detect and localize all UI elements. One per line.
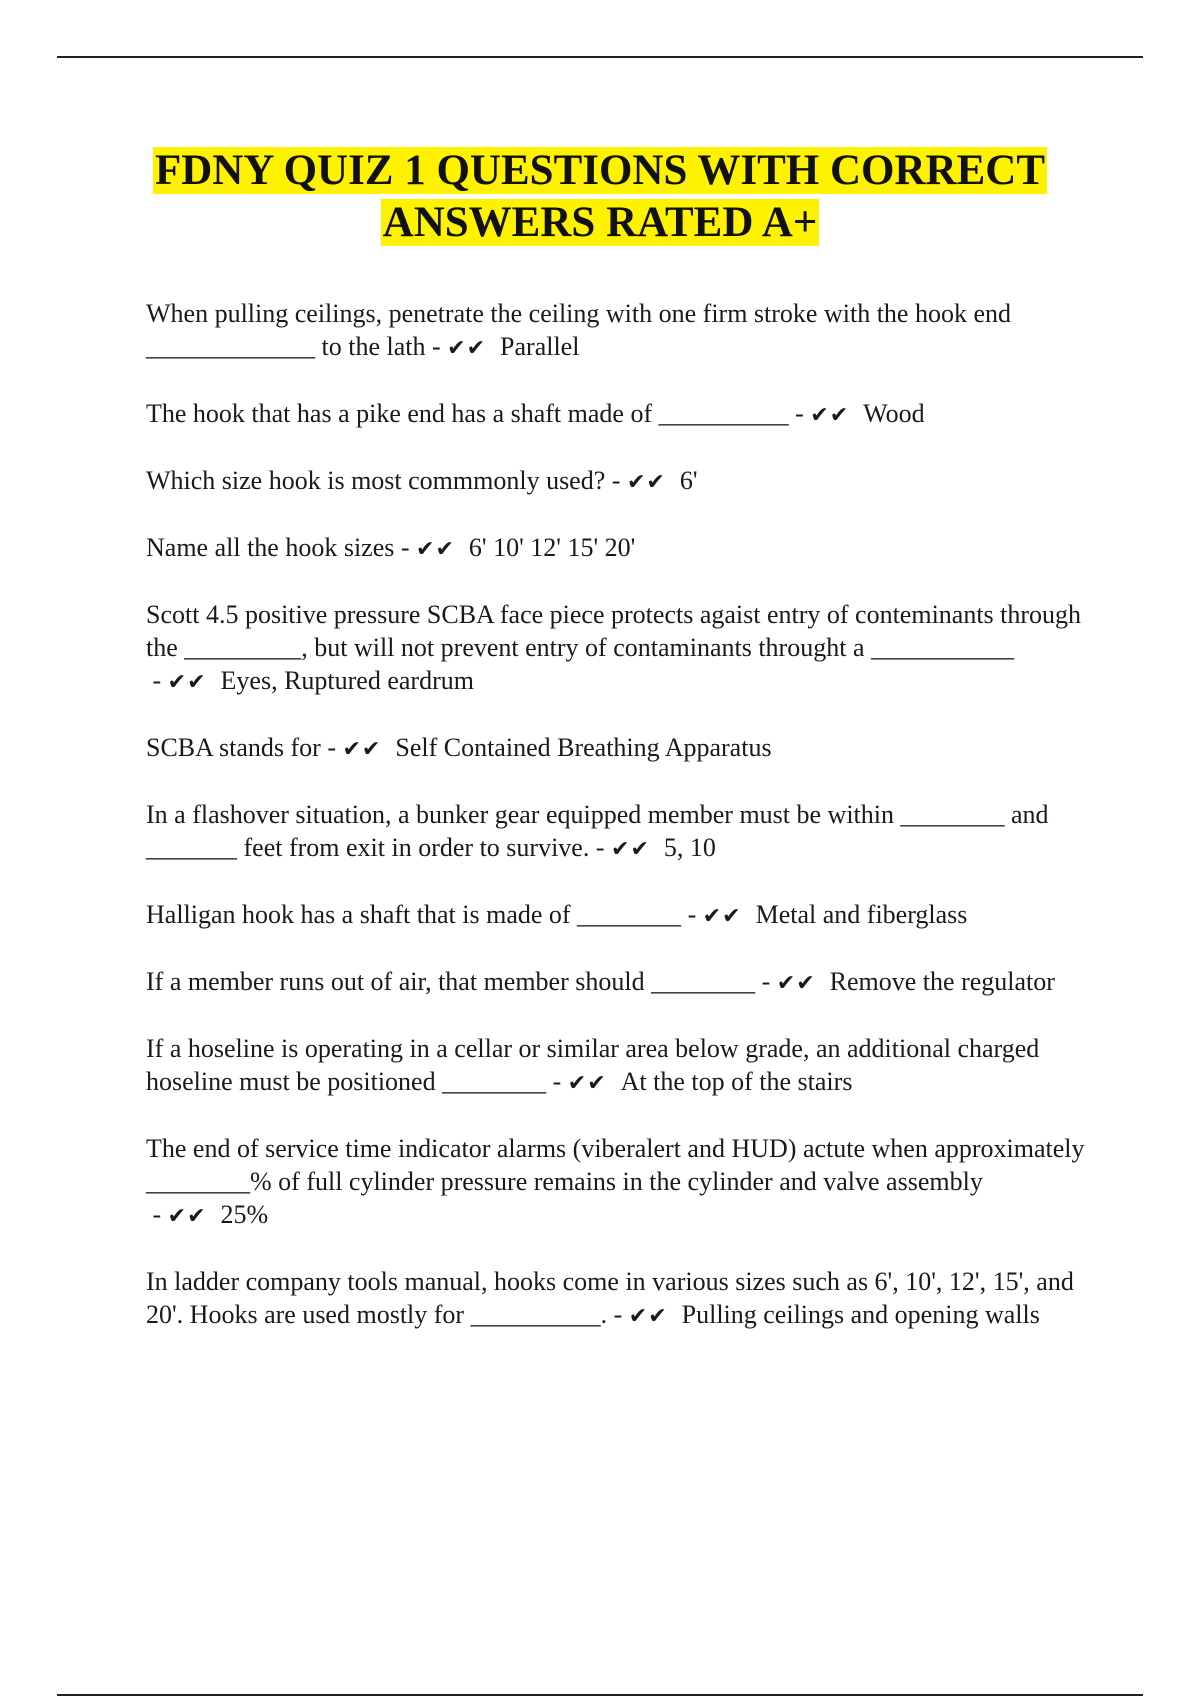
question-text: SCBA stands for xyxy=(146,733,321,762)
separator: - xyxy=(589,833,612,862)
question-text: Halligan hook has a shaft that is made of ________ xyxy=(146,900,682,929)
check-mark-icon: ✔✔ xyxy=(416,537,455,562)
question-text: In ladder company tools manual, hooks come in various sizes such as 6', 10', 12', 15', and 20'. Hooks are used mostly for __________. xyxy=(146,1267,1074,1329)
separator: - xyxy=(546,1067,568,1096)
check-mark-icon: ✔✔ xyxy=(167,670,207,695)
separator: - xyxy=(146,666,168,695)
answer-text: Parallel xyxy=(500,332,580,361)
answer-text: 5, 10 xyxy=(663,833,716,862)
answer-text: Metal and fiberglass xyxy=(755,900,968,929)
separator: - xyxy=(788,399,811,428)
separator: - xyxy=(607,1300,629,1329)
top-divider xyxy=(57,56,1143,58)
qa-item xyxy=(146,598,1096,699)
separator: - xyxy=(320,733,343,762)
question-text: The hook that has a pike end has a shaft made of __________ xyxy=(146,399,789,428)
answer-text: 25% xyxy=(220,1200,269,1229)
check-mark-icon: ✔✔ xyxy=(567,1071,607,1096)
answer-text: Self Contained Breathing Apparatus xyxy=(395,733,772,762)
qa-item xyxy=(146,464,1096,499)
question-text: When pulling ceilings, penetrate the ceiling with one firm stroke with the hook end _____________ to the lath xyxy=(146,299,1011,361)
qa-item xyxy=(146,1265,1096,1333)
answer-text: 6' 10' 12' 15' 20' xyxy=(468,533,636,562)
answer-text: Remove the regulator xyxy=(829,967,1055,996)
check-mark-icon: ✔✔ xyxy=(167,1204,207,1229)
check-mark-icon: ✔✔ xyxy=(447,336,487,361)
separator: - xyxy=(681,900,703,929)
answer-text: Pulling ceilings and opening walls xyxy=(681,1300,1040,1329)
separator: - xyxy=(394,533,417,562)
question-text: In a flashover situation, a bunker gear equipped member must be within ________ and _______ feet from exit in order to survive. xyxy=(146,800,1049,862)
qa-item xyxy=(146,397,1096,432)
bottom-divider xyxy=(57,1694,1143,1696)
check-mark-icon: ✔✔ xyxy=(626,470,666,495)
check-mark-icon: ✔✔ xyxy=(342,737,382,762)
title-text: FDNY QUIZ 1 QUESTIONS WITH CORRECT ANSWERS RATED A+ xyxy=(154,147,1046,246)
answer-text: 6' xyxy=(679,466,698,495)
separator: - xyxy=(146,1200,168,1229)
answer-text: At the top of the stairs xyxy=(620,1067,853,1096)
qa-item xyxy=(146,798,1096,866)
qa-list xyxy=(146,297,1096,1365)
check-mark-icon: ✔✔ xyxy=(702,904,742,929)
check-mark-icon: ✔✔ xyxy=(776,971,816,996)
separator: - xyxy=(605,466,627,495)
answer-text: Wood xyxy=(863,399,925,428)
question-text: Which size hook is most commmonly used? xyxy=(146,466,606,495)
qa-item xyxy=(146,531,1096,566)
answer-text: Eyes, Ruptured eardrum xyxy=(220,666,474,695)
qa-item xyxy=(146,297,1096,365)
qa-item xyxy=(146,965,1096,1000)
question-text: Name all the hook sizes xyxy=(146,533,395,562)
check-mark-icon: ✔✔ xyxy=(628,1304,668,1329)
check-mark-icon: ✔✔ xyxy=(611,837,650,862)
check-mark-icon: ✔✔ xyxy=(810,403,850,428)
separator: - xyxy=(755,967,777,996)
separator: - xyxy=(425,332,448,361)
qa-item xyxy=(146,1132,1096,1233)
question-text: Scott 4.5 positive pressure SCBA face piece protects agaist entry of conteminants through the _________, but will not prevent entry of contaminants throught a ___________ xyxy=(146,600,1082,662)
qa-item xyxy=(146,731,1096,766)
question-text: The end of service time indicator alarms (viberalert and HUD) actute when approximately ________% of full cylinder pressure remains in the cylinder and valve assembly xyxy=(146,1134,1085,1196)
question-text: If a member runs out of air, that member should ________ xyxy=(146,967,756,996)
qa-item xyxy=(146,898,1096,933)
document-title xyxy=(120,145,1080,249)
qa-item xyxy=(146,1032,1096,1100)
question-text: If a hoseline is operating in a cellar or similar area below grade, an additional charged hoseline must be positioned ________ xyxy=(146,1034,1040,1096)
